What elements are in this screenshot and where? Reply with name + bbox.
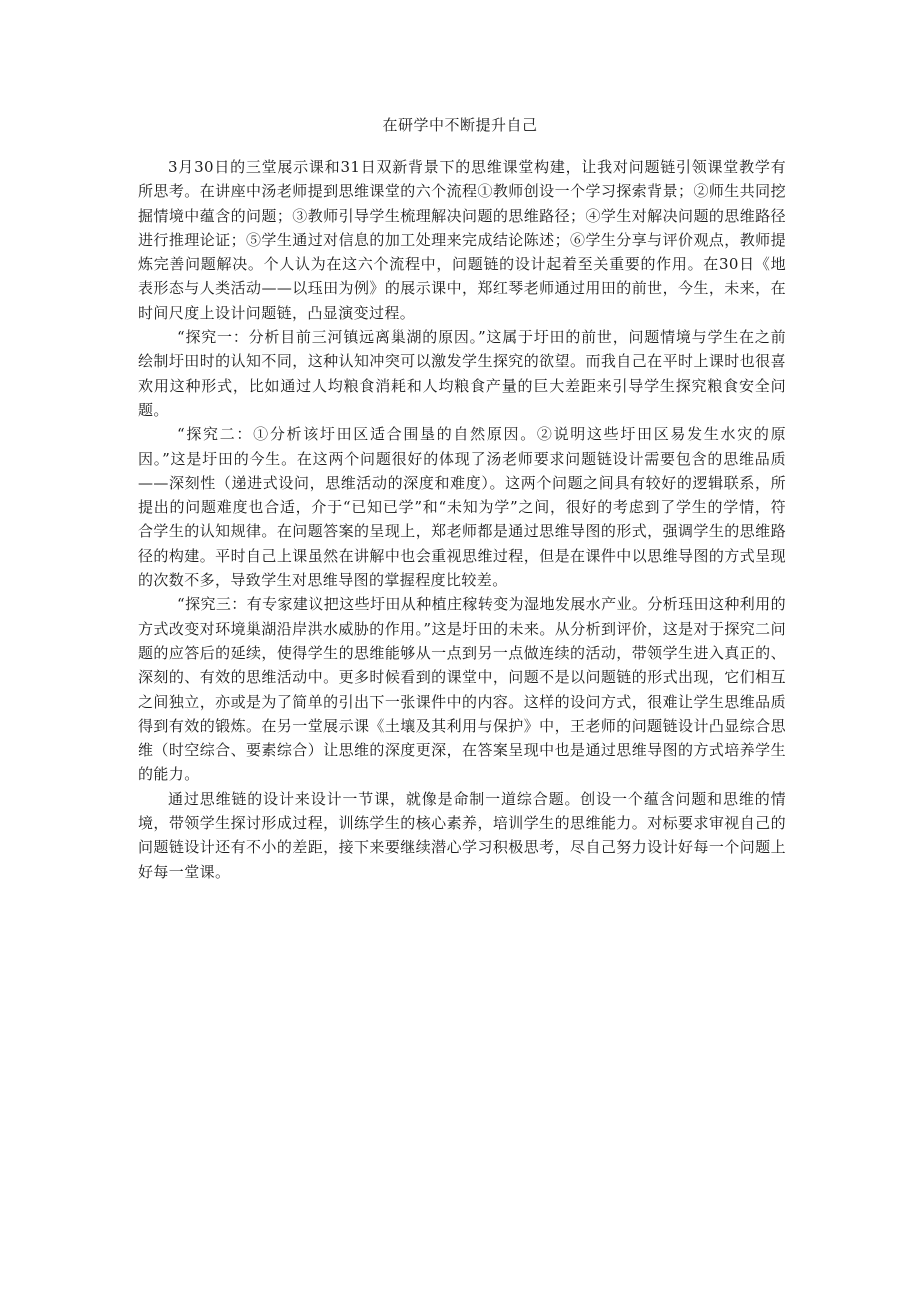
paragraph-intro: 3月30日的三堂展示课和31日双新背景下的思维课堂构建，让我对问题链引领课堂教学有所思考。在讲座中汤老师提到思维课堂的六个流程①教师创设一个学习探索背景；②师生共同挖掘情境中蕴含的问题；③教师引导学生梳理解决问题的思维路径；④学生对解决问题的思维路径进行推理论证；⑤学生通过对信息的加工处理来完成结论陈述；⑥学生分享与评价观点，教师提炼完善问题解决。个人认为在这六个流程中，问题链的设计起着至关重要的作用。在30日《地表形态与人类活动——以珏田为例》的展示课中，郑红琴老师通过用田的前世，今生，未来，在时间尺度上设计问题链，凸显演变过程。 — [138, 158, 786, 322]
document-body — [138, 155, 786, 884]
paragraph-inquiry-three: “探究三：有专家建议把这些圩田从种植庄稼转变为湿地发展水产业。分析珏田这种利用的方式改变对环境巢湖沿岸洪水威胁的作用。”这是圩田的未来。从分析到评价，这是对于探究二问题的应答后的延续，使得学生的思维能够从一点到另一点做连续的活动，带领学生进入真正的、深刻的、有效的思维活动中。更多时候看到的课堂中，问题不是以问题链的形式出现，它们相互之间独立，亦或是为了简单的引出下一张课件中的内容。这样的设问方式，很难让学生思维品质得到有效的锻炼。在另一堂展示课《土壤及其利用与保护》中，王老师的问题链设计凸显综合思维（时空综合、要素综合）让思维的深度更深，在答案呈现中也是通过思维导图的方式培养学生的能力。 — [138, 595, 786, 784]
document-title: 在研学中不断提升自己 — [382, 116, 538, 134]
paragraph-conclusion: 通过思维链的设计来设计一节课，就像是命制一道综合题。创设一个蕴含问题和思维的情境，带领学生探讨形成过程，训练学生的核心素养，培训学生的思维能力。对标要求审视自己的问题链设计还有不小的差距，接下来要继续潜心学习积极思考，尽自己努力设计好每一个问题上好每一堂课。 — [138, 789, 786, 881]
paragraph-inquiry-two: “探究二：①分析该圩田区适合围垦的自然原因。②说明这些圩田区易发生水灾的原因。”这是圩田的今生。在这两个问题很好的体现了汤老师要求问题链设计需要包含的思维品质——深刻性（递进式设问，思维活动的深度和难度）。这两个问题之间具有较好的逻辑联系，所提出的问题难度也合适，介于“已知已学”和“未知为学”之间，很好的考虑到了学生的学情，符合学生的认知规律。在问题答案的呈现上，郑老师都是通过思维导图的形式，强调学生的思维路径的构建。平时自己上课虽然在讲解中也会重视思维过程，但是在课件中以思维导图的方式呈现的次数不多，导致学生对思维导图的掌握程度比较差。 — [138, 425, 786, 590]
paragraph-inquiry-one: “探究一：分析目前三河镇远离巢湖的原因。”这属于圩田的前世，问题情境与学生在之前绘制圩田时的认知不同，这种认知冲突可以激发学生探究的欲望。而我自己在平时上课时也很喜欢用这种形式，比如通过人均粮食消耗和人均粮食产量的巨大差距来引导学生探究粮食安全问题。 — [138, 328, 786, 419]
